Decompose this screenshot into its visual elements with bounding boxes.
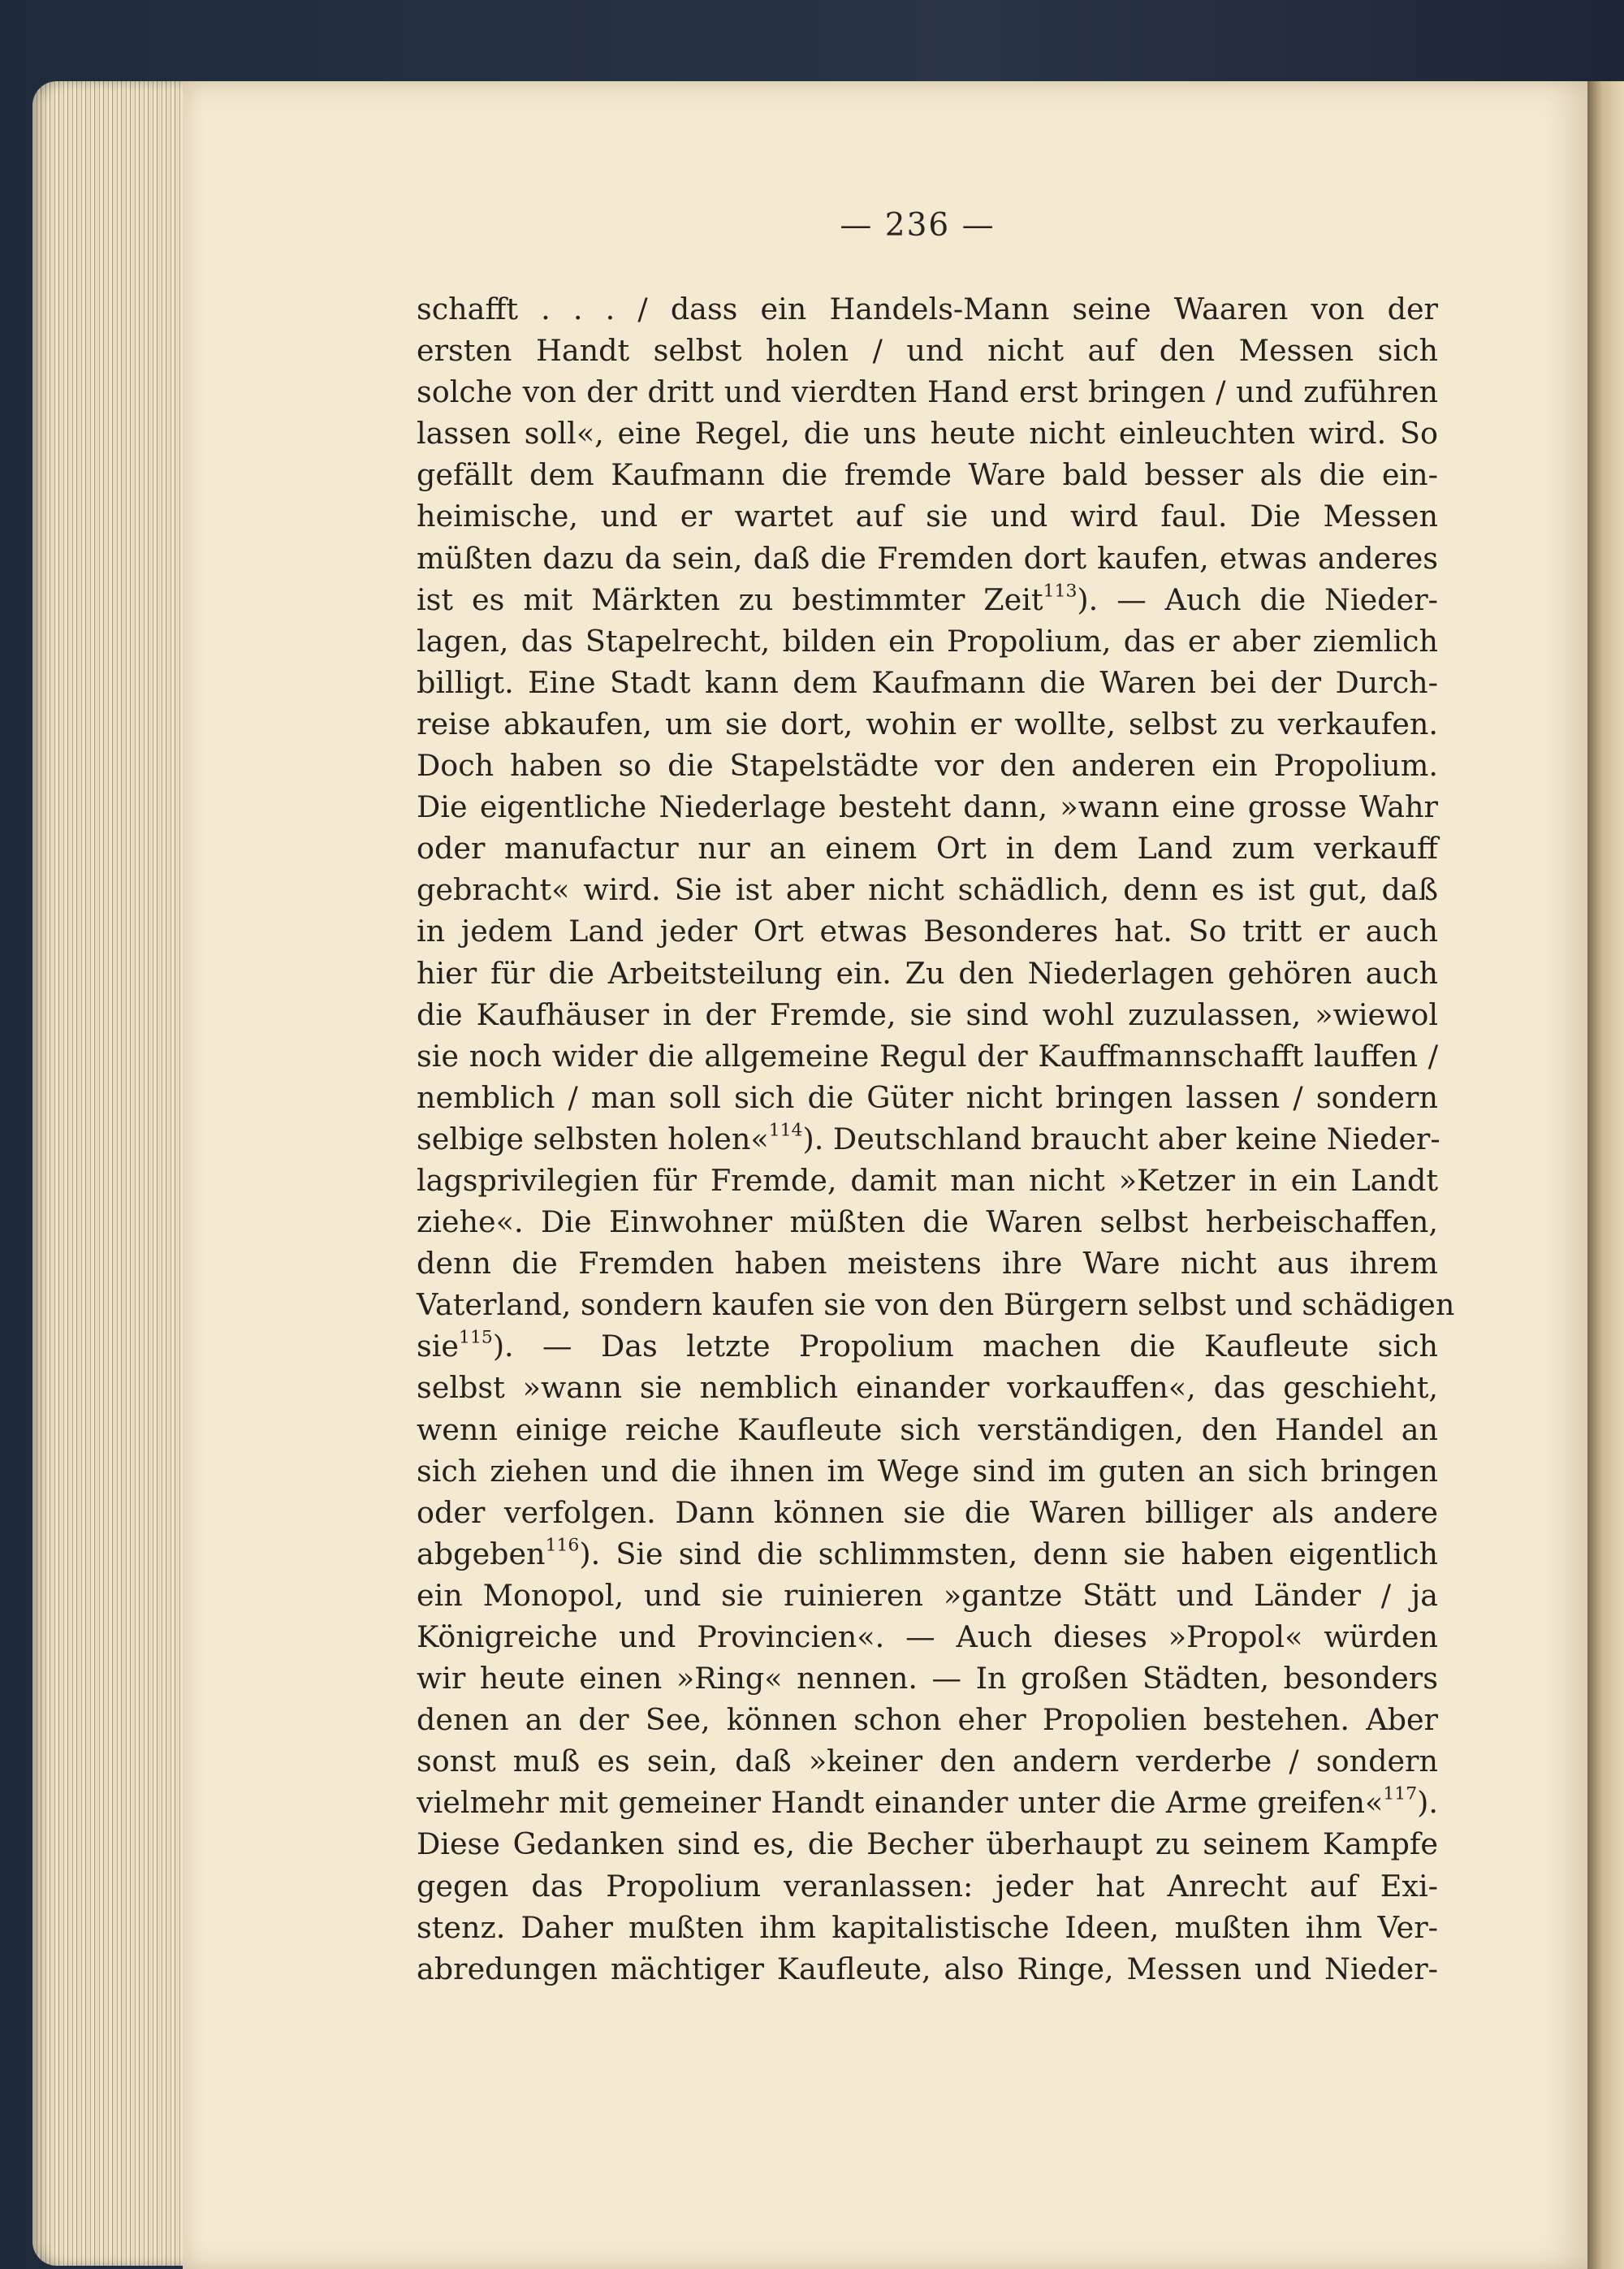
text-segment: Diese Gedanken sind es, die Becher überhaupt zu seinem Kampfe bbox=[417, 1826, 1438, 1862]
text-segment: in jedem Land jeder Ort etwas Besonderes hat. So tritt er auch bbox=[417, 914, 1438, 949]
text-line bbox=[417, 1948, 1438, 1990]
text-line bbox=[417, 910, 1438, 952]
text-segment: Die eigentliche Niederlage besteht dann, »wann eine grosse Wahr bbox=[417, 789, 1438, 825]
text-line bbox=[417, 288, 1438, 330]
text-line bbox=[417, 745, 1438, 786]
text-segment: lagsprivilegien für Fremde, damit man nicht »Ketzer in ein Landt bbox=[417, 1162, 1438, 1198]
text-segment: stenz. Daher mußten ihm kapitalistische Ideen, mußten ihm Ver- bbox=[417, 1909, 1438, 1945]
text-line bbox=[417, 579, 1438, 620]
text-line bbox=[417, 994, 1438, 1035]
text-segment: denn die Fremden haben meistens ihre Ware nicht aus ihrem bbox=[417, 1246, 1438, 1281]
text-segment: müßten dazu da sein, daß die Fremden dort kaufen, etwas anderes bbox=[417, 540, 1438, 576]
text-line bbox=[417, 1284, 1455, 1325]
text-line bbox=[417, 1699, 1438, 1740]
facing-page-edge bbox=[1587, 81, 1624, 2269]
text-line bbox=[417, 1450, 1438, 1492]
text-line bbox=[417, 1367, 1438, 1408]
text-segment: gefällt dem Kaufmann die fremde Ware bald besser als die ein- bbox=[417, 457, 1438, 493]
text-line bbox=[417, 495, 1438, 537]
text-segment: sonst muß es sein, daß »keiner den andern verderbe / sondern bbox=[417, 1744, 1438, 1779]
text-segment: ). Sie sind die schlimmsten, denn sie haben eigentlich bbox=[579, 1536, 1438, 1571]
text-line bbox=[417, 330, 1438, 371]
text-segment: ersten Handt selbst holen / und nicht auf den Messen sich bbox=[417, 333, 1438, 369]
text-segment: ist es mit Märkten zu bestimmter Zeit bbox=[417, 581, 1043, 617]
text-line bbox=[417, 1201, 1438, 1243]
text-line bbox=[417, 1657, 1438, 1699]
text-line bbox=[417, 1243, 1438, 1284]
text-segment: lassen soll«, eine Regel, die uns heute nicht einleuchten wird. So bbox=[417, 416, 1438, 452]
text-line bbox=[417, 1533, 1438, 1575]
text-line bbox=[417, 662, 1438, 703]
text-line bbox=[417, 1865, 1438, 1907]
text-segment: ein Monopol, und sie ruinieren »gantze Stätt und Länder / ja bbox=[417, 1577, 1438, 1613]
footnote-marker: 116 bbox=[545, 1535, 580, 1556]
text-line bbox=[417, 1823, 1438, 1865]
text-segment: ). — Auch die Nieder- bbox=[1077, 581, 1438, 617]
footnote-marker: 117 bbox=[1383, 1783, 1418, 1804]
text-segment: Doch haben so die Stapelstädte vor den anderen ein Propolium. bbox=[417, 748, 1438, 784]
text-line bbox=[417, 828, 1438, 869]
text-segment: heimische, und er wartet auf sie und wird faul. Die Messen bbox=[417, 499, 1438, 534]
text-segment: nemblich / man soll sich die Güter nicht bringen lassen / sondern bbox=[417, 1079, 1438, 1115]
book-page-edges bbox=[32, 81, 195, 2266]
text-segment: reise abkaufen, um sie dort, wohin er wollte, selbst zu verkaufen. bbox=[417, 706, 1438, 741]
footnote-marker: 113 bbox=[1043, 581, 1078, 602]
text-segment: abredungen mächtiger Kaufleute, also Ringe, Messen und Nieder- bbox=[417, 1951, 1438, 1986]
text-line bbox=[417, 1118, 1438, 1160]
footnote-marker: 115 bbox=[459, 1327, 493, 1348]
text-segment: sich ziehen und die ihnen im Wege sind im guten an sich bringen bbox=[417, 1453, 1438, 1489]
text-segment: selbst »wann sie nemblich einander vorkauffen«, das geschieht, bbox=[417, 1370, 1438, 1406]
text-segment: gegen das Propolium veranlassen: jeder hat Anrecht auf Exi- bbox=[417, 1868, 1438, 1904]
text-line bbox=[417, 371, 1438, 413]
text-segment: hier für die Arbeitsteilung ein. Zu den Niederlagen gehören auch bbox=[417, 955, 1438, 991]
text-line bbox=[417, 786, 1438, 828]
page-number-text: — 236 — bbox=[840, 207, 996, 244]
text-line bbox=[417, 1035, 1438, 1077]
text-segment: lagen, das Stapelrecht, bilden ein Propolium, das er aber ziemlich bbox=[417, 623, 1438, 659]
text-line bbox=[417, 454, 1438, 495]
text-segment: oder manufactur nur an einem Ort in dem Land zum verkauff bbox=[417, 831, 1438, 867]
text-segment: denen an der See, können schon eher Propolien bestehen. Aber bbox=[417, 1702, 1438, 1738]
text-segment: gebracht« wird. Sie ist aber nicht schädlich, denn es ist gut, daß bbox=[417, 872, 1438, 908]
text-segment: ). — Das letzte Propolium machen die Kaufleute sich bbox=[492, 1329, 1438, 1364]
text-line bbox=[417, 1077, 1438, 1118]
text-line bbox=[417, 620, 1438, 662]
text-segment: schafft . . . / dass ein Handels-Mann seine Waaren von der bbox=[417, 292, 1438, 326]
page-number bbox=[0, 207, 1624, 244]
text-line bbox=[417, 953, 1438, 994]
text-line bbox=[417, 538, 1438, 579]
text-segment: billigt. Eine Stadt kann dem Kaufmann die Waren bei der Durch- bbox=[417, 664, 1438, 700]
text-line bbox=[417, 1409, 1438, 1450]
text-line bbox=[417, 703, 1438, 745]
text-segment: solche von der dritt und vierdten Hand erst bringen / und zuführen bbox=[417, 374, 1438, 410]
text-segment: ziehe«. Die Einwohner müßten die Waren selbst herbeischaffen, bbox=[417, 1204, 1438, 1240]
text-segment: die Kaufhäuser in der Fremde, sie sind wohl zuzulassen, »wiewol bbox=[417, 996, 1438, 1032]
text-line bbox=[417, 1160, 1438, 1201]
footnote-marker: 114 bbox=[768, 1120, 803, 1141]
text-segment: selbige selbsten holen« bbox=[417, 1121, 769, 1156]
text-line bbox=[417, 1325, 1438, 1367]
text-line bbox=[417, 869, 1438, 910]
text-line bbox=[417, 1575, 1438, 1616]
text-segment: wenn einige reiche Kaufleute sich verständigen, den Handel an bbox=[417, 1411, 1438, 1447]
text-segment: ). bbox=[1417, 1785, 1438, 1821]
text-segment: sie noch wider die allgemeine Regul der Kauffmannschafft lauffen / bbox=[417, 1038, 1438, 1074]
text-line bbox=[417, 1907, 1438, 1948]
text-segment: sie bbox=[417, 1329, 460, 1364]
text-segment: Königreiche und Provincien«. — Auch dieses »Propol« würden bbox=[417, 1619, 1438, 1654]
text-line bbox=[417, 1616, 1438, 1657]
text-segment: ). Deutschland braucht aber keine Nieder- bbox=[802, 1121, 1440, 1156]
text-line bbox=[417, 1782, 1438, 1823]
text-segment: wir heute einen »Ring« nennen. — In großen Städten, besonders bbox=[417, 1661, 1438, 1696]
text-line bbox=[417, 1492, 1438, 1533]
text-line bbox=[417, 413, 1438, 454]
text-segment: Vaterland, sondern kaufen sie von den Bürgern selbst und schädigen bbox=[417, 1287, 1455, 1323]
text-segment: abgeben bbox=[417, 1536, 546, 1571]
text-line bbox=[417, 1740, 1438, 1782]
body-text bbox=[417, 288, 1455, 1990]
text-segment: oder verfolgen. Dann können sie die Waren billiger als andere bbox=[417, 1494, 1438, 1530]
text-segment: vielmehr mit gemeiner Handt einander unter die Arme greifen« bbox=[417, 1785, 1384, 1821]
